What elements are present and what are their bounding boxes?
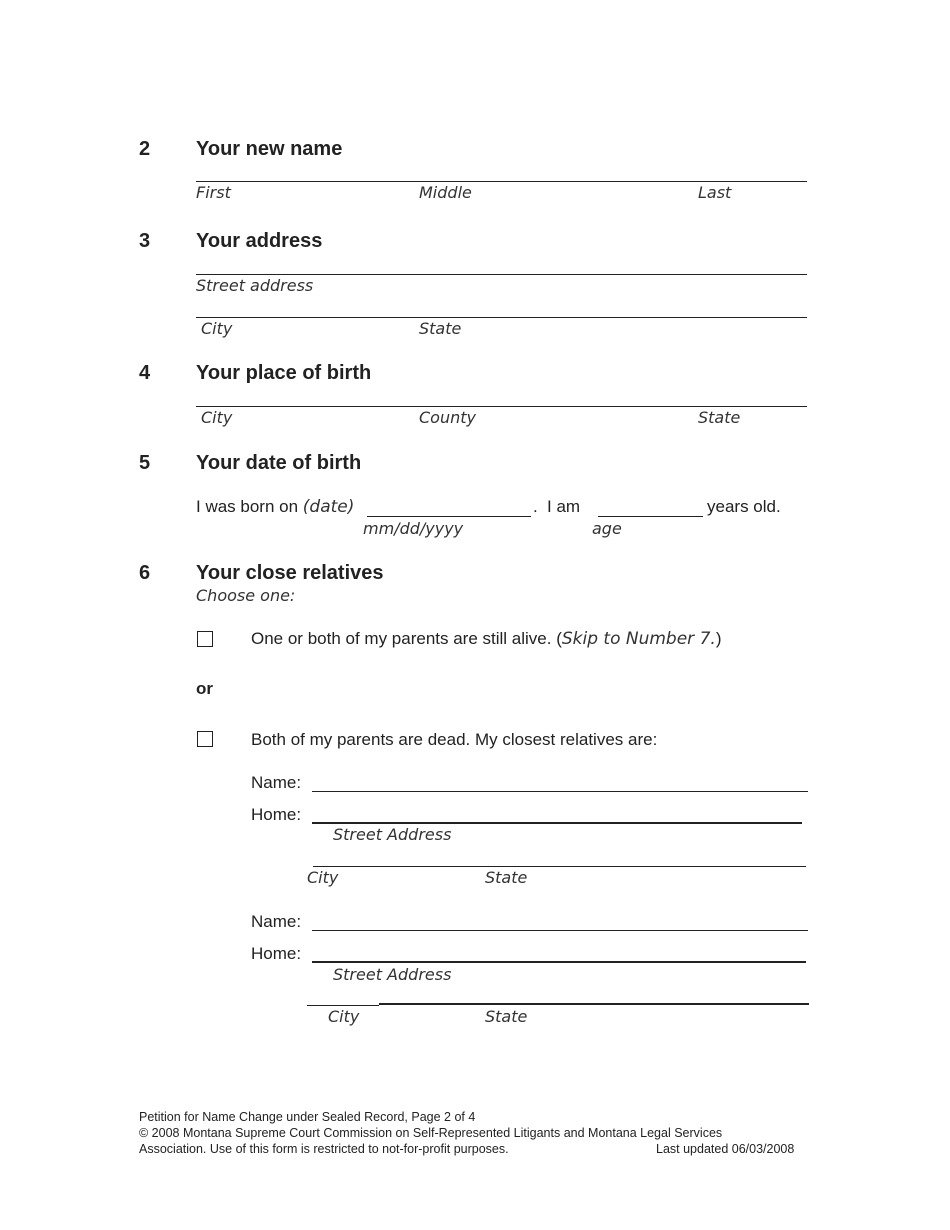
born-on-label: I was born on (196, 497, 299, 516)
or-separator: or (196, 679, 213, 698)
relative1-city-line-end[interactable] (756, 866, 806, 867)
relative2-street-line[interactable] (312, 961, 806, 963)
relative1-name-line[interactable] (312, 791, 808, 792)
relative1-city-caption: City (307, 868, 339, 887)
section-number-2: 2 (139, 138, 151, 160)
section-number-3: 3 (139, 230, 151, 252)
birth-date-line[interactable] (367, 516, 531, 517)
parents-alive-option (251, 629, 721, 649)
relative2-city-line-start[interactable] (307, 1005, 379, 1006)
relative1-city-line[interactable] (313, 866, 756, 867)
relative2-state-caption: State (485, 1007, 528, 1026)
birthplace-county-label: County (419, 408, 476, 427)
birthplace-state-label: State (698, 408, 741, 427)
relative2-name-line[interactable] (312, 930, 808, 931)
date-hint: (date) (302, 497, 355, 517)
birthdate-period: . (533, 497, 538, 516)
i-am-text: I am (547, 497, 581, 516)
skip-instruction: Skip to Number 7. (561, 629, 716, 649)
section-heading-relatives: Your close relatives (196, 562, 384, 584)
parents-dead-text: Both of my parents are dead. My closest relatives are: (251, 730, 658, 749)
last-name-label: Last (698, 183, 732, 202)
parents-alive-text: One or both of my parents are still alive. ( (251, 629, 562, 648)
section-heading-new-name: Your new name (196, 138, 343, 160)
middle-name-label: Middle (419, 183, 472, 202)
footer-usage: Association. Use of this form is restricted to not-for-profit purposes. (139, 1142, 509, 1156)
section-number-4: 4 (139, 362, 151, 384)
parents-dead-checkbox[interactable] (197, 731, 213, 747)
section-number-6: 6 (139, 562, 151, 584)
relative1-street-caption: Street Address (333, 825, 452, 844)
relative2-home-label: Home: (251, 944, 302, 963)
birthplace-line[interactable] (196, 406, 807, 407)
address-city-label: City (201, 319, 233, 338)
choose-one-text: Choose one: (196, 586, 296, 605)
birthplace-city-label: City (201, 408, 233, 427)
footer-updated: Last updated 06/03/2008 (656, 1142, 795, 1156)
years-old-text: years old. (707, 497, 781, 516)
relative1-street-line[interactable] (312, 822, 802, 824)
relative1-state-caption: State (485, 868, 528, 887)
relative1-name-label: Name: (251, 773, 302, 792)
relative2-city-line[interactable] (379, 1003, 809, 1005)
city-state-line[interactable] (196, 317, 807, 318)
first-name-label: First (196, 183, 231, 202)
skip-close-paren: ) (715, 629, 722, 648)
born-on-text (196, 497, 354, 517)
relative2-city-caption: City (328, 1007, 360, 1026)
footer-copyright: © 2008 Montana Supreme Court Commission on Self-Represented Litigants and Montana Legal Services (139, 1126, 723, 1140)
relative2-street-caption: Street Address (333, 965, 452, 984)
relative2-name-label: Name: (251, 912, 302, 931)
parents-alive-checkbox[interactable] (197, 631, 213, 647)
address-state-label: State (419, 319, 462, 338)
relative1-home-label: Home: (251, 805, 302, 824)
section-heading-birthdate: Your date of birth (196, 452, 362, 474)
footer-title: Petition for Name Change under Sealed Record, Page 2 of 4 (139, 1110, 476, 1124)
new-name-line[interactable] (196, 181, 807, 182)
date-format-caption: mm/dd/yyyy (363, 519, 464, 538)
section-number-5: 5 (139, 452, 151, 474)
age-caption: age (592, 519, 622, 538)
street-address-label: Street address (196, 276, 314, 295)
section-heading-birthplace: Your place of birth (196, 362, 372, 384)
age-line[interactable] (598, 516, 703, 517)
section-heading-address: Your address (196, 230, 323, 252)
street-address-line[interactable] (196, 274, 807, 275)
